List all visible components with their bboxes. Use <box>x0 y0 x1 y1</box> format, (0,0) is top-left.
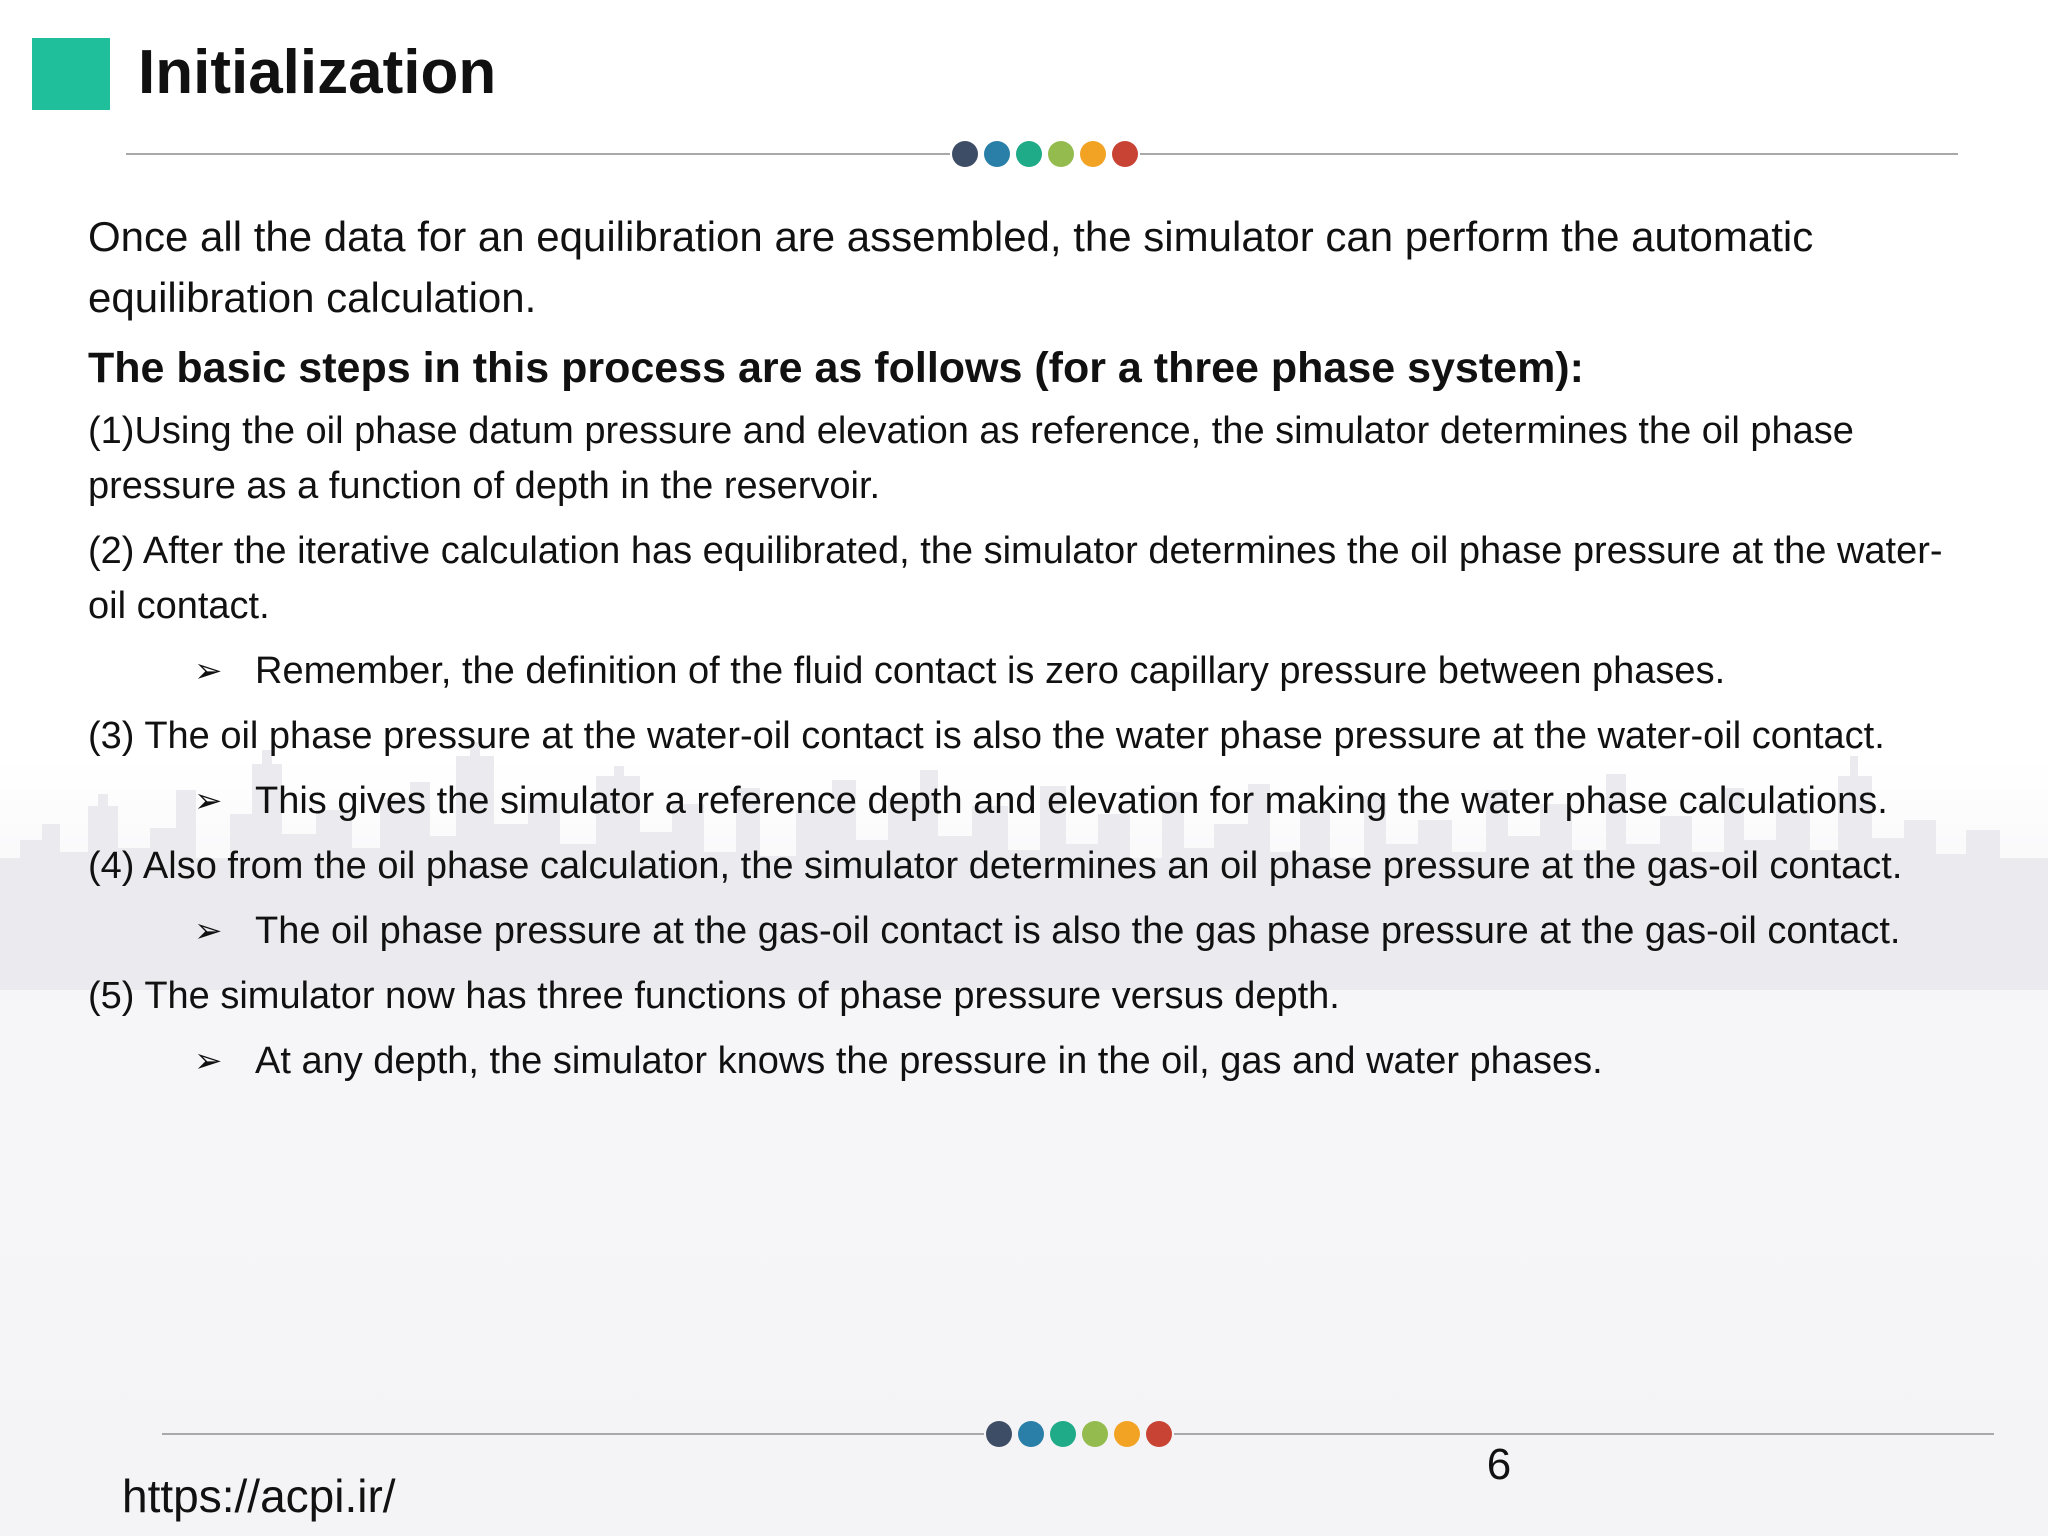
arrowhead-bullet-icon: ➢ <box>194 781 223 821</box>
step-2: (2) After the iterative calculation has equilibrated, the simulator determines the oil phase pressure at the water-oil contact. <box>88 530 1943 627</box>
title-accent-square <box>32 38 110 110</box>
step-1: (1)Using the oil phase datum pressure and elevation as reference, the simulator determines the oil phase pressure as a function of depth in the reservoir. <box>88 410 1854 507</box>
color-dot <box>984 141 1010 167</box>
step-4: (4) Also from the oil phase calculation, the simulator determines an oil phase pressure at the gas-oil contact. <box>88 845 1903 887</box>
header-divider-right <box>1140 153 1958 155</box>
slide-body <box>88 206 1968 1099</box>
page-number: 6 <box>1486 1440 1512 1489</box>
color-dot <box>1080 141 1106 167</box>
color-dot <box>1048 141 1074 167</box>
footer-divider-right <box>1174 1433 1994 1435</box>
sub-point-text: The oil phase pressure at the gas-oil contact is also the gas phase pressure at the gas-oil contact. <box>255 910 1901 952</box>
footer-color-dots <box>986 1421 1172 1447</box>
color-dot <box>1050 1421 1076 1447</box>
sub-point-text: At any depth, the simulator knows the pressure in the oil, gas and water phases. <box>255 1040 1603 1082</box>
color-dot <box>986 1421 1012 1447</box>
footer-divider-left <box>162 1433 984 1435</box>
footer-url-link[interactable]: https://acpi.ir/ <box>122 1470 396 1522</box>
color-dot <box>1112 141 1138 167</box>
header-color-dots <box>952 141 1138 167</box>
intro-paragraph: Once all the data for an equilibration are assembled, the simulator can perform the automatic equilibration calculation. <box>88 213 1814 321</box>
step-3: (3) The oil phase pressure at the water-oil contact is also the water phase pressure at the water-oil contact. <box>88 715 1885 757</box>
color-dot <box>1082 1421 1108 1447</box>
color-dot <box>952 141 978 167</box>
steps-heading: The basic steps in this process are as follows (for a three phase system): <box>88 344 1584 392</box>
arrowhead-bullet-icon: ➢ <box>194 911 223 951</box>
slide-title: Initialization <box>138 38 497 107</box>
sub-point-text: This gives the simulator a reference depth and elevation for making the water phase calculations. <box>255 780 1888 822</box>
arrowhead-bullet-icon: ➢ <box>194 651 223 691</box>
sub-point <box>88 644 1968 699</box>
color-dot <box>1114 1421 1140 1447</box>
color-dot <box>1146 1421 1172 1447</box>
sub-point <box>88 904 1968 959</box>
color-dot <box>1016 141 1042 167</box>
arrowhead-bullet-icon: ➢ <box>194 1041 223 1081</box>
header-divider-left <box>126 153 950 155</box>
sub-point <box>88 774 1968 829</box>
sub-point-text: Remember, the definition of the fluid contact is zero capillary pressure between phases. <box>255 650 1726 692</box>
color-dot <box>1018 1421 1044 1447</box>
sub-point <box>88 1034 1968 1089</box>
step-5: (5) The simulator now has three functions of phase pressure versus depth. <box>88 975 1340 1017</box>
